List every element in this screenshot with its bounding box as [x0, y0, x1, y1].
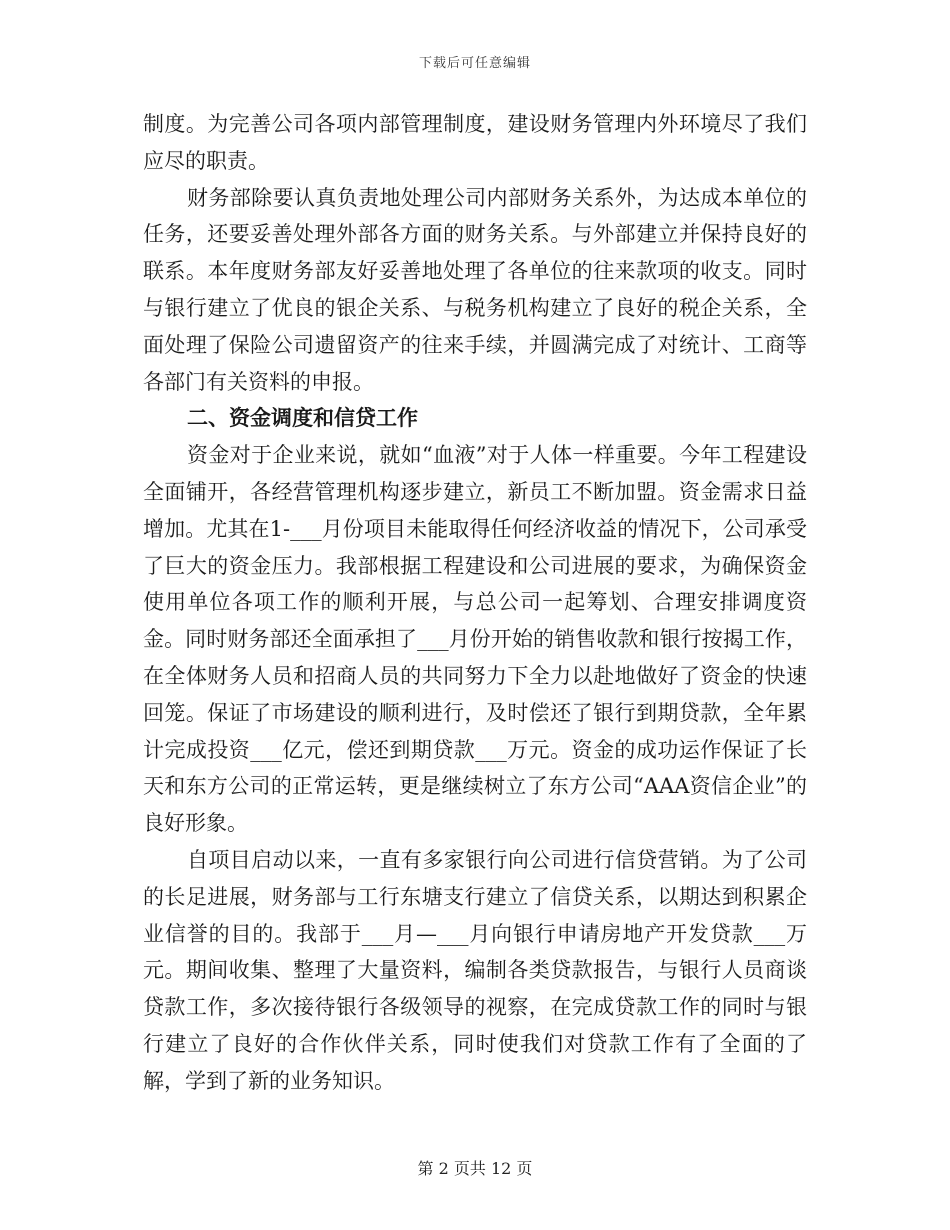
page-header: 下载后可任意编辑 — [418, 56, 531, 71]
paragraph-1: 制度。为完善公司各项内部管理制度，建设财务管理内外环境尽了我们应尽的职责。 — [143, 112, 807, 173]
section-heading: 二、资金调度和信贷工作 — [187, 406, 418, 431]
page-footer: 第 2 页共 12 页 — [417, 1159, 533, 1178]
paragraph-4: 自项目启动以来，一直有多家银行向公司进行信贷营销。为了公司的长足进展，财务部与工行东塘支行建立了信贷关系，以期达到积累企业信誉的目的。我部于___月—___月向银行申请房地产开发贷款___万元。期间收集、整理了大量资料，编制各类贷款报告，与银行人员商谈贷款工作，多次接待银行各级领导的视察，在完成贷款工作的同时与银行建立了良好的合作伙伴关系，同时使我们对贷款工作有了全面的了解，学到了新的业务知识。 — [143, 847, 807, 1093]
paragraph-2: 财务部除要认真负责地处理公司内部财务关系外，为达成本单位的任务，还要妥善处理外部各方面的财务关系。与外部建立并保持良好的联系。本年度财务部友好妥善地处理了各单位的往来款项的收支。同时与银行建立了优良的银企关系、与税务机构建立了良好的税企关系，全面处理了保险公司遗留资产的往来手续，并圆满完成了对统计、工商等各部门有关资料的申报。 — [143, 185, 807, 394]
paragraph-3: 资金对于企业来说，就如“血液”对于人体一样重要。今年工程建设全面铺开，各经营管理机构逐步建立，新员工不断加盟。资金需求日益增加。尤其在1-___月份项目未能取得任何经济收益的情况下，公司承受了巨大的资金压力。我部根据工程建设和公司进展的要求，为确保资金使用单位各项工作的顺利开展，与总公司一起筹划、合理安排调度资金。同时财务部还全面承担了___月份开始的销售收款和银行按揭工作，在全体财务人员和招商人员的共同努力下全力以赴地做好了资金的快速回笼。保证了市场建设的顺利进行，及时偿还了银行到期贷款，全年累计完成投资___亿元，偿还到期贷款___万元。资金的成功运作保证了长天和东方公司的正常运转，更是继续树立了东方公司“AAA资信企业”的良好形象。 — [143, 443, 807, 836]
document-body — [143, 106, 807, 1100]
